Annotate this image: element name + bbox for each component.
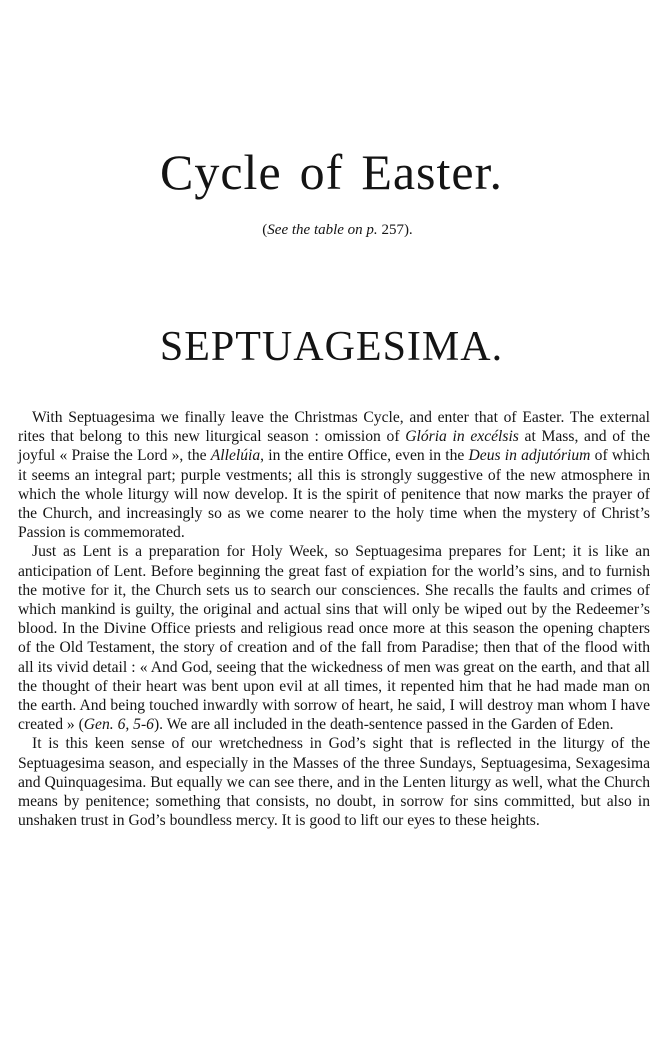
- paragraph-3: [18, 734, 650, 830]
- p2-text-a: Just as Lent is a preparation for Holy Week, so Septuagesima prepares for Lent; it is like an anticipation of Lent. Before beginning the great fast of expiation for the world’s sins, and to furnish the motive for it, the Church sets us to search our consciences. She recalls the faults and crimes of which mankind is guilty, the original and actual sins that will only be wiped out by the Redeemer’s blood. In the Divine Office priests and religious read once more at this season the opening chapters of the Old Testament, the story of creation and of the fall from Paradise; then that of the flood with all its vivid detail : « And God, seeing that the wickedness of men was great on the earth, and that all the thought of their heart was bent upon evil at all times, it repented him that he had made man on the earth. And being touched inwardly with sorrow of heart, he said, I will destroy man whom I have created » (: [18, 543, 650, 734]
- title-word-cycle: Cycle: [160, 144, 282, 200]
- table-reference-italic: See the table on p.: [267, 222, 378, 238]
- table-reference-page: 257: [377, 222, 404, 238]
- p1-deus: Deus in adjutórium: [468, 447, 591, 465]
- p1-text-c: , in the entire Office, even in the: [260, 447, 469, 465]
- p1-text-a: With Septuagesima we finally leave the Christmas Cycle, and enter that of Easter. The external rites that belong to this new liturgical season : omission of: [18, 409, 650, 446]
- paragraph-1: [18, 408, 650, 542]
- title-word-of: of: [299, 144, 344, 200]
- p1-gloria: Glória in excélsis: [405, 428, 519, 446]
- p1-text-b: at Mass, and of the joyful « Praise the Lord », the: [18, 428, 650, 465]
- p2-gen-verse: 6, 5-6: [113, 716, 154, 734]
- p2-gen: Gen.: [83, 716, 114, 734]
- cycle-title: [0, 142, 663, 202]
- body-text: [18, 408, 650, 830]
- p2-text-b: ). We are all included in the death-sentence passed in the Garden of Eden.: [153, 716, 614, 734]
- paragraph-2: [18, 542, 650, 734]
- table-reference-close: ).: [403, 222, 413, 238]
- p1-alleluia: Allelúia: [210, 447, 261, 465]
- table-reference-open: (: [262, 222, 268, 238]
- title-word-easter: Easter.: [361, 144, 503, 200]
- table-reference: [0, 220, 663, 240]
- p1-text-d: of which it seems an integral part; purple vestments; all this is strongly suggestive of the new atmosphere in which the whole liturgy will now develop. It is the spirit of penitence that now marks the prayer of the Church, and increasingly so as we come nearer to the holy time when the mystery of Christ’s Passion is commemorated.: [18, 447, 650, 542]
- section-title: SEPTUAGESIMA.: [159, 324, 504, 370]
- p3-text: It is this keen sense of our wretchedness in God’s sight that is reflected in the liturgy of the Septuagesima season, and especially in the Masses of the three Sundays, Septuagesima, Sexagesima and Quinquagesima. But equally we can see there, and in the Lenten liturgy as well, what the Church means by penitence; something that consists, no doubt, in sorrow for sins committed, but also in unshaken trust in God’s boundless mercy. It is good to lift our eyes to these heights.: [18, 735, 650, 830]
